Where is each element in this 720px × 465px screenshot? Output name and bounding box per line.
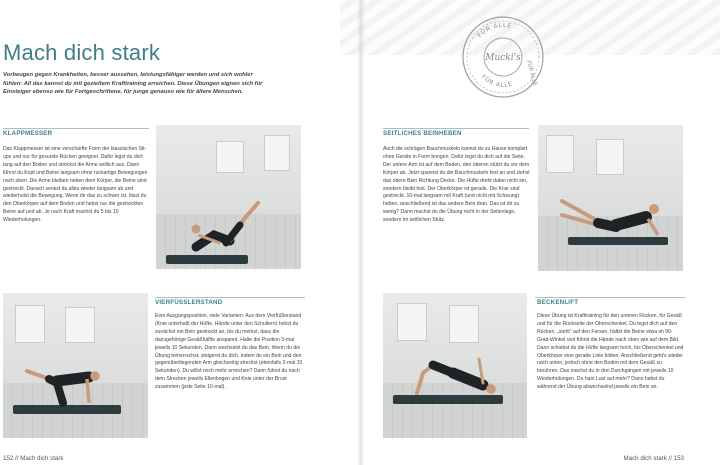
heading-beckenlift: BECKENLIFT: [537, 299, 579, 306]
page-number-right: Mach dich stark // 153: [623, 455, 684, 462]
person-figure: [186, 195, 266, 261]
intro-text: Vorbeugen gegen Krankheiten, besser aussehen, leistungsfähiger werden und sich wohler fühlen: All das kannst du mit gezieltem Krafttraining erreichen. Diese Übungen eignen sich für Einsteiger ebenso wie für Fortgeschrittene, für junge genauso wie für ältere Menschen.: [3, 72, 263, 96]
section-rule: [383, 128, 529, 129]
person-figure: [23, 363, 133, 409]
photo-beckenlift: [383, 293, 527, 438]
text-vierfuesslerstand: Eine Ausgangsposition, viele Varianten: Aus dem Vierfüßlerstand (Knie unterhalb der Hüfte, Hände unter den Schultern) hebst du zunächst ein Bein gestreckt an, bis du merkst, dass die dazugehörige Gesäßhälfte anspannt. Halte die Position 3-mal jeweils 10 Sekunden. Dann wechselst du das Bein. Wenn du die Übung beherrschst, steigerst du dich, indem du ein Bein und den gegenüberliegenden Arm gleichzeitig streckst (ebenfalls 3-mal 10 Sekunden). Du willst noch mehr erreichen? Dann führst du nach dem Strecken jeweils Ellenbogen und Knie unter der Brust zusammen (jede Seite 10-mal).: [155, 313, 303, 391]
photo-vierfuesslerstand: [3, 293, 148, 438]
person-figure: [558, 191, 678, 241]
book-gutter: [357, 0, 365, 465]
page-title: Mach dich stark: [3, 40, 161, 65]
page-number-left: 152 // Mach dich stark: [3, 455, 64, 462]
section-rule: [155, 297, 305, 298]
section-rule: [3, 128, 149, 129]
text-klappmesser: Das Klappmesser ist eine verschärfte Form der klassischen Sit-ups und nur für gesunde Rücken geeignet. Dafür legst du dich lang auf den Boden und streckst die Arme seitlich aus. Dann führst du Kopf und Beine langsam ohne ruckartige Bewegungen nach oben. Die Arme bleiben neben dem Körper, die Beine sind gestreckt. Danach senkst du alles wieder langsam ab und wiederholst die Bewegung. Wenn dir das zu schwer ist, lässt du den Oberkörper auf dem Boden und hebst nur die gestreckten Beine auf und ab. Je nach Kraft machst du 5 bis 10 Wiederholungen.: [3, 146, 148, 224]
photo-klappmesser: [156, 125, 301, 269]
text-beckenlift: Diese Übung ist Krafttraining für den unteren Rücken, für Gesäß und für die Rückseite der Oberschenkel. Du legst dich auf den Rücken, „steht“ auf den Fersen, hältst die Beine etwa im 90-Grad-Winkel und führst die Hände nach oben wie auf dem Bild. Dann schiebst du die Hüfte langsam hoch, bis Oberschenkel und Oberkörper eine gerade Linie bilden. Anschließend geht's wieder nach unten, jedoch ohne den Boden mit dem Gesäß zu berühren. Das machst du in drei Durchgängen mit jeweils 10 Wiederholungen. Du hast Lust auf mehr? Dann hebst du während der Übung abwechselnd jeweils ein Bein an.: [537, 313, 684, 391]
svg-text:FÜR ALLE: [480, 73, 514, 89]
person-figure: [407, 353, 517, 401]
heading-seitliches-beinheben: SEITLICHES BEINHEBEN: [383, 130, 462, 137]
stamp-top-text: FÜR ALLE: [476, 21, 513, 40]
stamp-center-text: Mucki's: [485, 53, 521, 63]
stamp-bottom-text: FÜR ALLE: [479, 73, 514, 90]
section-rule: [535, 297, 685, 298]
heading-vierfuesslerstand: VIERFÜSSLERSTAND: [155, 299, 223, 306]
muckis-stamp-logo: [461, 15, 545, 99]
text-seitliches-beinheben: Auch die schrägen Bauchmuskeln kannst du zu Hause komplett ohne Geräte in Form bringen. Dafür legst du dich auf die Seite. Der untere Arm ist auf dem Boden, den oberen stützt du vor dem Körper ab. Jetzt spannst du die Bauchmuskeln fest an und ziehst das obere Bein Richtung Decke. Die Hüfte dreht dabei nicht ein, sondern bleibt fest. Der Oberkörper ist gerade. Die Knie sind gestreckt. 10-mal langsam mit Kraft (und nicht mit Schwung) heben, anschließend ist das andere Bein dran. Das ist dir zu wenig? Dann machst du die Übung nicht in der Seitenlage, sondern im seitlichen Stütz.: [383, 146, 530, 224]
svg-text:FÜR ALLE: [476, 22, 512, 39]
photo-seitliches-beinheben: [538, 125, 683, 271]
stamp-right-text: FÜR ALLE: [525, 59, 538, 87]
heading-klappmesser: KLAPPMESSER: [3, 130, 53, 137]
